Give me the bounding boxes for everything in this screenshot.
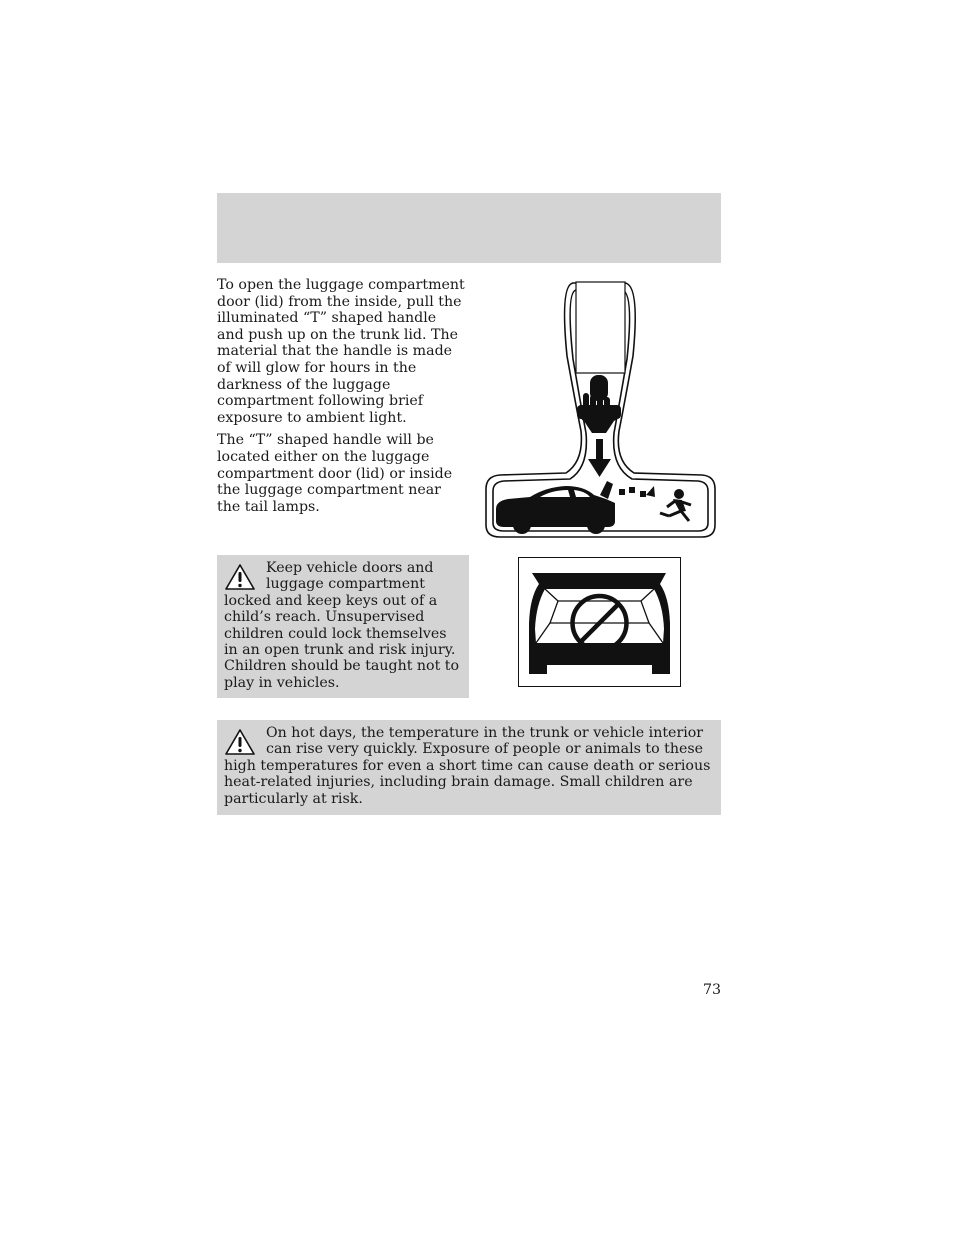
paragraph-open-trunk: To open the luggage compartment door (lid) from the inside, pull the illuminated “T” shaped handle and push up on the trunk lid. The material that the handle is made of will glow for hours in the darkness of the luggage compartment following brief exposure to ambient light. — [217, 277, 465, 426]
down-arrow-icon — [588, 439, 611, 477]
open-trunk-illustration — [518, 557, 681, 687]
page-number: 73 — [702, 982, 721, 998]
t-handle-illustration — [484, 281, 718, 539]
warning-triangle-icon — [224, 563, 256, 591]
warning-box-heat — [217, 720, 721, 815]
paragraph-handle-location: The “T” shaped handle will be located either on the luggage compartment door (lid) or inside the luggage compartment near the tail lamps. — [217, 432, 453, 515]
warning-triangle-icon — [224, 728, 256, 756]
warning-text-children: Keep vehicle doors and luggage compartment locked and keep keys out of a child’s reach. Unsupervised children could lock themselves in an open trunk and risk injury. Children should be taught not to play in vehicles. — [224, 560, 460, 691]
section-header-band — [217, 193, 721, 263]
instructions-text — [217, 277, 467, 521]
running-person-icon — [660, 490, 691, 522]
warning-box-children — [217, 555, 469, 698]
warning-text-heat: On hot days, the temperature in the trunk or vehicle interior can rise very quickly. Exposure of people or animals to these high temperatures for even a short time can cause death or serious heat-related injuries, including brain damage. Small children are particularly at risk. — [224, 725, 711, 807]
car-open-trunk-icon — [496, 481, 655, 534]
